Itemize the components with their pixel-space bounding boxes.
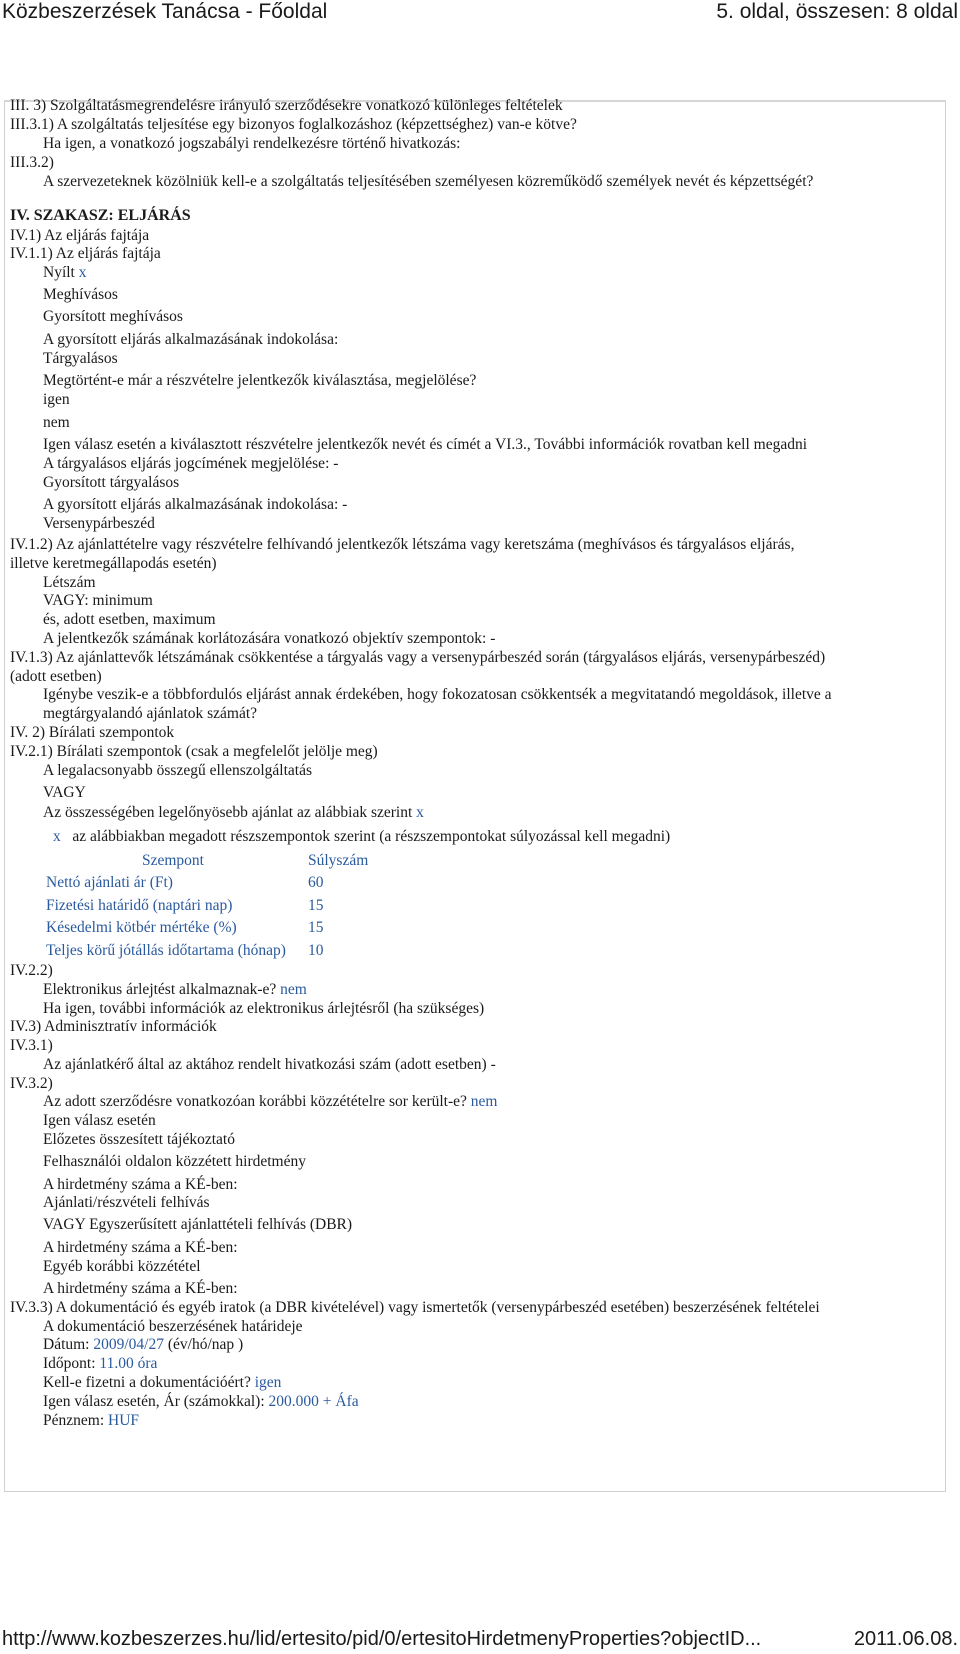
- field-label: Kell-e fizetni a dokumentációért?: [43, 1374, 251, 1391]
- text-line: [43, 1093, 497, 1111]
- section-III-3: III. 3) Szolgáltatásmegrendelésre irányuló szerződésekre vonatkozó különleges feltételek: [10, 97, 563, 114]
- field-label: Dátum:: [43, 1336, 90, 1353]
- doc-currency: [43, 1412, 139, 1430]
- field-label: Igen válasz esetén, Ár (számokkal):: [43, 1393, 265, 1410]
- option-most-advantageous: [43, 804, 424, 822]
- section-IV-1-1: IV.1.1) Az eljárás fajtája: [10, 245, 161, 262]
- doc-price: [43, 1393, 359, 1411]
- table-cell-weight: 15: [308, 897, 324, 914]
- text-line: A gyorsított eljárás alkalmazásának indokolása:: [43, 331, 339, 348]
- print-header: [0, 0, 960, 30]
- option-negotiated: Tárgyalásos: [43, 350, 118, 367]
- doc-deadline-time: [43, 1355, 157, 1373]
- text-line: VAGY Egyszerűsített ajánlattételi felhívás (DBR): [43, 1216, 353, 1233]
- table-cell-weight: 60: [308, 874, 324, 891]
- text-line: Az ajánlatkérő által az aktához rendelt hivatkozási szám (adott esetben) -: [43, 1056, 496, 1073]
- selected-mark: x: [53, 828, 61, 845]
- table-cell-criterion: Fizetési határidő (naptári nap): [46, 897, 233, 914]
- doc-deadline-date: [43, 1336, 243, 1354]
- text-line: A hirdetmény száma a KÉ-ben:: [43, 1176, 238, 1193]
- option-label: Az összességében legelőnyösebb ajánlat az alábbiak szerint: [43, 804, 413, 821]
- text-line: Igen válasz esetén: [43, 1112, 156, 1129]
- text-line: A hirdetmény száma a KÉ-ben:: [43, 1239, 238, 1256]
- option-yes: igen: [43, 391, 70, 408]
- text-line: Ajánlati/részvételi felhívás: [43, 1194, 210, 1211]
- question-label: Elektronikus árlejtést alkalmaznak-e?: [43, 981, 277, 998]
- option-no: nem: [43, 414, 70, 431]
- section-IV-1-2: IV.1.2) Az ajánlattételre vagy részvételre felhívandó jelentkezők létszáma vagy keretszáma (meghívásos és tárgyalásos eljárás,: [10, 536, 795, 553]
- page-number: 5. oldal, összesen: 8 oldal: [716, 0, 958, 23]
- field-value: igen: [254, 1374, 282, 1391]
- table-cell-criterion: Nettó ajánlati ár (Ft): [46, 874, 173, 891]
- field-value: 200.000 + Áfa: [268, 1393, 359, 1410]
- option-open: [43, 264, 87, 282]
- option-sub-criteria: [53, 828, 670, 846]
- option-label: az alábbiakban megadott részszempontok szerint (a részszempontokat súlyozással kell megadni): [72, 828, 671, 845]
- print-footer: [0, 1628, 960, 1654]
- section-IV-1: IV.1) Az eljárás fajtája: [10, 227, 150, 244]
- answer-value: nem: [280, 981, 307, 998]
- text-line: A tárgyalásos eljárás jogcímének megjelölése: -: [43, 455, 339, 472]
- text-line: [43, 981, 307, 999]
- text-line: VAGY: minimum: [43, 592, 153, 609]
- option-competitive-dialogue: Versenypárbeszéd: [43, 515, 155, 532]
- page-title: Közbeszerzések Tanácsa - Főoldal: [2, 0, 328, 23]
- table-cell-weight: 15: [308, 919, 324, 936]
- text-line: megtárgyalandó ajánlatok számát?: [43, 705, 258, 722]
- table-cell-criterion: Teljes körű jótállás időtartama (hónap): [46, 942, 286, 959]
- section-heading-IV: IV. SZAKASZ: ELJÁRÁS: [10, 207, 191, 224]
- selected-mark: x: [416, 804, 424, 821]
- section-IV-2: IV. 2) Bírálati szempontok: [10, 724, 175, 741]
- section-III-3-1: III.3.1) A szolgáltatás teljesítése egy bizonyos foglalkozáshoz (képzettséghez) van-e kötve?: [10, 116, 577, 133]
- option-label: Nyílt: [43, 264, 75, 281]
- print-date: 2011.06.08.: [853, 1628, 958, 1650]
- text-line: Igen válasz esetén a kiválasztott részvételre jelentkezők nevét és címét a VI.3., További információk rovatban kell megadni: [43, 436, 808, 453]
- section-IV-1-3: IV.1.3) Az ajánlattevők létszámának csökkentése a tárgyalás vagy a versenypárbeszéd során (tárgyalásos eljárás, versenypárbeszéd): [10, 649, 826, 666]
- section-III-3-2: III.3.2): [10, 154, 54, 171]
- text-line: Igénybe veszik-e a többfordulós eljárást annak érdekében, hogy fokozatosan csökkentsék a megvitatandó megoldások, illetve a: [43, 686, 832, 703]
- section-IV-3-1: IV.3.1): [10, 1037, 53, 1054]
- option-restricted: Meghívásos: [43, 286, 118, 303]
- text-line: illetve keretmegállapodás esetén): [10, 555, 217, 572]
- option-accelerated-restricted: Gyorsított meghívásos: [43, 308, 183, 325]
- text-line: Ha igen, a vonatkozó jogszabályi rendelkezésre történő hivatkozás:: [43, 135, 461, 152]
- section-IV-3: IV.3) Adminisztratív információk: [10, 1018, 217, 1035]
- table-cell-criterion: Késedelmi kötbér mértéke (%): [46, 919, 237, 936]
- answer-value: nem: [470, 1093, 498, 1110]
- source-url: http://www.kozbeszerzes.hu/lid/ertesito/pid/0/ertesitoHirdetmenyProperties?objectID...: [2, 1628, 762, 1650]
- text-line: A jelentkezők számának korlátozására vonatkozó objektív szempontok: -: [43, 630, 496, 647]
- section-IV-3-2: IV.3.2): [10, 1075, 53, 1092]
- text-line: VAGY: [43, 784, 86, 801]
- field-value: 11.00 óra: [99, 1355, 158, 1372]
- text-line: Előzetes összesített tájékoztató: [43, 1131, 235, 1148]
- field-value: HUF: [108, 1412, 140, 1429]
- text-line: (adott esetben): [10, 668, 102, 685]
- field-value: 2009/04/27: [93, 1336, 164, 1353]
- option-accelerated-negotiated: Gyorsított tárgyalásos: [43, 474, 180, 491]
- table-cell-weight: 10: [308, 942, 324, 959]
- text-line: A gyorsított eljárás alkalmazásának indokolása: -: [43, 496, 348, 513]
- field-label: Pénznem:: [43, 1412, 105, 1429]
- text-line: Megtörtént-e már a részvételre jelentkezők kiválasztása, megjelölése?: [43, 372, 477, 389]
- text-line: A szervezeteknek közölniük kell-e a szolgáltatás teljesítésében személyesen közreműködő személyek nevét és képzettségét?: [43, 173, 814, 190]
- section-IV-3-3: IV.3.3) A dokumentáció és egyéb iratok (a DBR kivételével) vagy ismertetők (versenypárbeszéd esetében) beszerzésének feltételei: [10, 1299, 820, 1316]
- section-IV-2-2: IV.2.2): [10, 962, 53, 979]
- text-line: Ha igen, további információk az elektronikus árlejtésről (ha szükséges): [43, 1000, 485, 1017]
- text-line: Felhasználói oldalon közzétett hirdetmény: [43, 1153, 306, 1170]
- doc-payment-required: [43, 1374, 281, 1392]
- field-label: Időpont:: [43, 1355, 96, 1372]
- text-line: A hirdetmény száma a KÉ-ben:: [43, 1280, 238, 1297]
- question-label: Az adott szerződésre vonatkozóan korábbi közzétételre sor került-e?: [43, 1093, 467, 1110]
- selected-mark: x: [78, 264, 87, 281]
- section-IV-2-1: IV.2.1) Bírálati szempontok (csak a megfelelőt jelölje meg): [10, 743, 378, 760]
- text-line: Létszám: [43, 574, 96, 591]
- text-line: és, adott esetben, maximum: [43, 611, 216, 628]
- table-header-weight: Súlyszám: [308, 852, 369, 869]
- text-line: Egyéb korábbi közzététel: [43, 1258, 201, 1275]
- option-lowest-price: A legalacsonyabb összegű ellenszolgáltatás: [43, 762, 313, 779]
- text-line: A dokumentáció beszerzésének határideje: [43, 1318, 303, 1335]
- field-suffix: (év/hó/nap ): [167, 1336, 244, 1353]
- table-header-criterion: Szempont: [142, 852, 204, 869]
